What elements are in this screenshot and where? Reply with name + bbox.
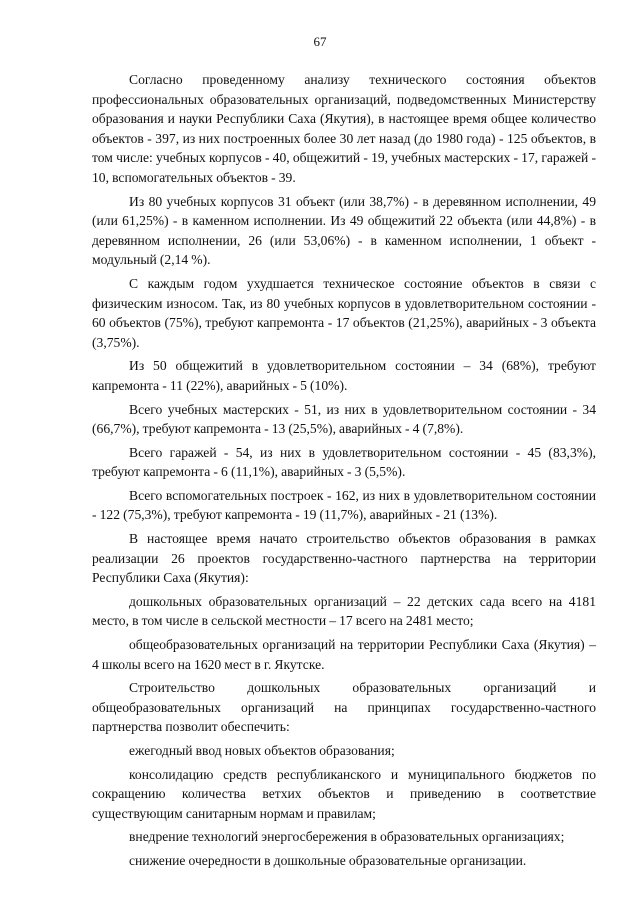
list-item-budget: консолидацию средств республиканского и муниципального бюджетов по сокращению количества ветхих объектов и приведению в соответствие существующим санитарным нормам и правилам; — [92, 766, 596, 821]
list-item-kindergartens: дошкольных образовательных организаций – 22 детских сада всего на 4181 место, в том числе в сельской местности – 17 всего на 2481 место; — [92, 593, 596, 629]
paragraph-auxiliary: Всего вспомогательных построек - 162, из них в удовлетворительном состоянии - 122 (75,3%), требуют капремонта - 19 (11,7%), аварийных - 21 (13%). — [92, 487, 596, 523]
page-number: 67 — [313, 34, 327, 49]
paragraph-analysis: Согласно проведенному анализу технического состояния объектов профессиональных образовательных организаций, подведомственных Министерству образования и науки Республики Саха (Якутия), в настоящее время общее количество объектов - 397, из них построенных более 30 лет назад (до 1980 года) - 125 объектов, в том числе: учебных корпусов - 40, общежитий - 19, учебных мастерских - 17, гаражей - 10, вспомогательных объектов - 39. — [92, 72, 596, 185]
list-item-schools: общеобразовательных организаций на территории Республики Саха (Якутия) – 4 школы всего на 1620 мест в г. Якутске. — [92, 637, 596, 672]
paragraph-buildings-material: Из 80 учебных корпусов 31 объект (или 38,7%) - в деревянном исполнении, 49 (или 61,25%) - в каменном исполнении. Из 49 общежитий 22 объекта (или 44,8%) - в деревянном исполнении, 26 (или 53,06%) - в каменном исполнении, 1 объект - модульный (2,14 %). — [92, 193, 596, 268]
list-item-queue: снижение очередности в дошкольные образовательные организации. — [129, 852, 527, 868]
paragraph-construction: В настоящее время начато строительство объектов образования в рамках реализации 26 проектов государственно-частного партнерства на территории Республики Саха (Якутия): — [92, 531, 596, 586]
paragraph-wear: С каждым годом ухудшается техническое состояние объектов в связи с физическим износом. Так, из 80 учебных корпусов в удовлетворительном состоянии - 60 объектов (75%), требуют капремонта - 17 объектов (21,25%), аварийных - 3 объекта (3,75%). — [92, 275, 596, 350]
paragraph-dormitories: Из 50 общежитий в удовлетворительном состоянии – 34 (68%), требуют капремонта - 11 (22%), аварийных - 5 (10%). — [92, 358, 596, 393]
paragraph-ppp: Строительство дошкольных образовательных организаций и общеобразовательных организаций на принципах государственно-частного партнерства позволит обеспечить: — [92, 680, 596, 735]
list-item-energy: внедрение технологий энергосбережения в образовательных организациях; — [129, 829, 565, 845]
paragraph-garages: Всего гаражей - 54, из них в удовлетворительном состоянии - 45 (83,3%), требуют капремонта - 6 (11,1%), аварийных - 3 (5,5%). — [92, 444, 596, 480]
list-item-new-objects: ежегодный ввод новых объектов образования; — [129, 743, 395, 758]
paragraph-workshops: Всего учебных мастерских - 51, из них в удовлетворительном состоянии - 34 (66,7%), требуют капремонта - 13 (25,5%), аварийных - 4 (7,8%). — [92, 401, 596, 437]
document-body — [92, 70, 596, 871]
